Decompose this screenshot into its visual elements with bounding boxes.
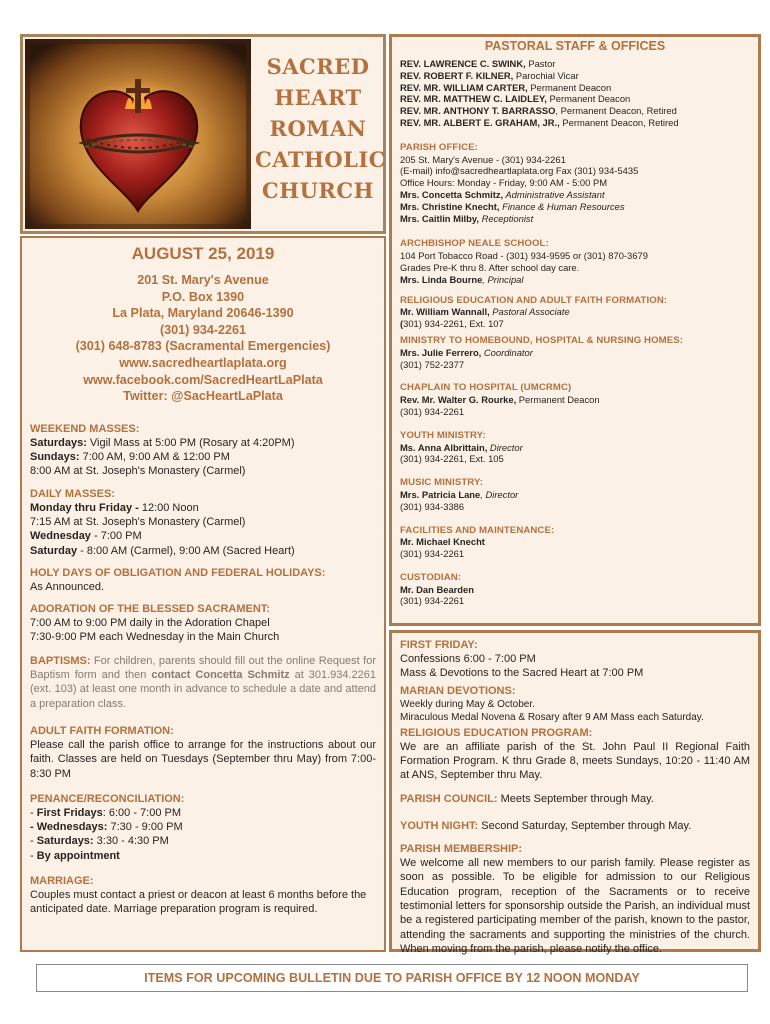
custodian-heading: CUSTODIAN: [400, 571, 462, 583]
parish-council-heading: PARISH COUNCIL: [400, 793, 498, 806]
music-phone: (301) 934-3386 [400, 500, 465, 512]
weekday-label: Monday thru Friday - [30, 501, 139, 514]
parish-council [400, 792, 750, 806]
penance-item: - Saturdays: 3:30 - 4:30 PM [30, 835, 169, 848]
po-box: P.O. Box 1390 [161, 289, 245, 304]
school-heading: ARCHBISHOP NEALE SCHOOL: [400, 238, 549, 250]
religious-ed-program-heading: RELIGIOUS EDUCATION PROGRAM: [400, 726, 593, 739]
religious-ed-program-text: We are an affiliate parish of the St. John Paul II Regional Faith Formation Program. K thru Grade 8, meets Sundays, 10:20 - 11:40 AM at ANS, September thru May. [400, 740, 750, 782]
address-line: 201 St. Mary's Avenue [137, 273, 269, 287]
weekend-masses-heading: WEEKEND MASSES: [30, 422, 140, 435]
clergy-item: REV. ROBERT F. KILNER, Parochial Vicar [400, 69, 579, 81]
adoration [30, 603, 376, 645]
sunday-times: 7:00 AM, 9:00 AM & 12:00 PM [79, 451, 230, 464]
office-staff: Mrs. Christine Knecht, Finance & Human Resources [400, 200, 625, 212]
adoration-main-church: 7:30-9:00 PM each Wednesday in the Main Church [30, 631, 280, 644]
emergency-phone[interactable]: (301) 648-8783 (Sacramental Emergencies) [75, 339, 331, 354]
clergy-item: REV. MR. ALBERT E. GRAHAM, JR., Permanent Deacon, Retired [400, 116, 679, 128]
church-name-line: HEART [274, 85, 362, 110]
facilities-phone: (301) 934-2261 [400, 548, 465, 560]
adult-faith-heading: ADULT FAITH FORMATION: [30, 724, 174, 737]
school [400, 238, 750, 285]
saturday-daily-times: - 8:00 AM (Carmel), 9:00 AM (Sacred Heart) [77, 544, 295, 557]
church-name [255, 51, 386, 206]
membership-text: We welcome all new members to our parish family. Please register as soon as possible. To be eligible for admission to our Religious Education program, reception of the Sacraments or to receive testimonial letters for sponsorship outside the Parish, an individual must be a registered participating member of the parish, known to the pastor, attending the sacraments and supporting the ministries of the church. When moving from the parish, please notify the office. [400, 857, 750, 955]
daily-masses-heading: DAILY MASSES: [30, 487, 115, 500]
music-person: Mrs. Patricia Lane, Director [400, 488, 519, 500]
church-header-panel [20, 34, 386, 234]
adult-faith-text: Please call the parish office to arrange for the instructions about our faith. Classes are held on Tuesdays (September thru May) from 7:00-8:30 PM [30, 738, 376, 780]
facebook-link[interactable]: www.facebook.com/SacredHeartLaPlata [83, 372, 323, 387]
baptisms-text: For children, parents should fill out the online Request for Baptism form and then [30, 654, 376, 682]
wednesday-label: Wednesday [30, 530, 91, 543]
school-principal: Mrs. Linda Bourne, Principal [400, 273, 524, 285]
youth-person: Ms. Anna Albrittain, Director [400, 441, 523, 453]
chaplain-phone: (301) 934-2261 [400, 405, 465, 417]
youth-night [400, 819, 750, 833]
mass-schedule-panel [20, 236, 386, 952]
staff-title: PASTORAL STAFF & OFFICES [484, 39, 666, 53]
marriage [30, 875, 376, 917]
baptisms-heading: BAPTISMS: [30, 654, 91, 667]
penance-item: - First Fridays: 6:00 - 7:00 PM [30, 806, 182, 819]
religious-ed-phone: (301) 934-2261, Ext. 107 [400, 318, 504, 330]
saturday-times: Vigil Mass at 5:00 PM (Rosary at 4:20PM) [86, 436, 295, 449]
contact-block [30, 272, 376, 405]
first-friday-heading: FIRST FRIDAY: [400, 639, 478, 651]
clergy-item: REV. LAWRENCE C. SWINK, Pastor [400, 58, 556, 69]
sacred-heart-image [25, 39, 251, 229]
weekend-masses [30, 423, 376, 479]
chaplain-person: Rev. Mr. Walter G. Rourke, Permanent Deacon [400, 394, 600, 406]
baptisms-contact: contact Concetta Schmitz [151, 669, 290, 682]
first-friday [400, 639, 750, 681]
saturday-label: Saturdays: [30, 436, 87, 449]
chaplain [400, 382, 750, 417]
daily-masses [30, 488, 376, 558]
facilities [400, 525, 750, 560]
parish-membership [400, 843, 750, 956]
religious-ed-staff [400, 295, 750, 330]
office-staff: Mrs. Caitlin Milby, Receptionist [400, 212, 534, 224]
holy-days-text: As Announced. [30, 580, 105, 593]
adoration-heading: ADORATION OF THE BLESSED SACRAMENT: [30, 603, 270, 616]
phone: (301) 934-2261 [159, 322, 247, 337]
office-staff: Mrs. Concetta Schmitz, Administrative Assistant [400, 188, 605, 200]
school-grades: Grades Pre-K thru 8. After school day care. [400, 261, 580, 273]
marriage-heading: MARRIAGE: [30, 874, 94, 887]
baptisms [30, 654, 376, 711]
penance-heading: PENANCE/RECONCILIATION: [30, 792, 185, 805]
penance-item: - By appointment [30, 849, 120, 862]
bulletin-deadline-banner [36, 964, 748, 992]
school-address: 104 Port Tobacco Road - (301) 934-9595 or (301) 870-3679 [400, 250, 648, 262]
penance [30, 793, 376, 863]
homebound-heading: MINISTRY TO HOMEBOUND, HOSPITAL & NURSING HOMES: [400, 334, 684, 346]
parish-office-hours: Office Hours: Monday - Friday, 9:00 AM - 5:00 PM [400, 177, 608, 189]
saturday-daily-label: Saturday [30, 544, 78, 557]
parish-office-email[interactable]: (E-mail) info@sacredheartlaplata.org Fax (301) 934-5435 [400, 165, 639, 177]
church-name-line: ROMAN [269, 116, 367, 141]
youth-night-heading: YOUTH NIGHT: [400, 819, 479, 832]
parish-office [400, 142, 750, 225]
website-link[interactable]: www.sacredheartlaplata.org [119, 355, 287, 370]
religious-ed-program [400, 727, 750, 783]
chaplain-heading: CHAPLAIN TO HOSPITAL (UMCRMC) [400, 382, 572, 394]
clergy-item: REV. MR. MATTHEW C. LAIDLEY, Permanent Deacon [400, 93, 631, 105]
carmel-mass: 8:00 AM at St. Joseph's Monastery (Carmel) [30, 465, 246, 478]
parish-office-address: 205 St. Mary's Avenue - (301) 934-2261 [400, 153, 566, 165]
penance-item: - Wednesdays: 7:30 - 9:00 PM [30, 821, 183, 834]
youth-ministry [400, 430, 750, 465]
bulletin-date: AUGUST 25, 2019 [131, 244, 275, 263]
twitter-link[interactable]: Twitter: @SacHeartLaPlata [123, 389, 283, 404]
holy-days-heading: HOLY DAYS OF OBLIGATION AND FEDERAL HOLIDAYS: [30, 566, 326, 579]
youth-night-text: Second Saturday, September through May. [478, 819, 692, 832]
adoration-chapel: 7:00 AM to 9:00 PM daily in the Adoration Chapel [30, 617, 270, 630]
first-friday-mass: Mass & Devotions to the Sacred Heart at 7:00 PM [400, 667, 644, 680]
membership-heading: PARISH MEMBERSHIP: [400, 843, 523, 856]
baptisms-text-2: at 301.934.2261 (ext. 103) at least one month in advance to schedule a date and attend a preparation class. [30, 669, 377, 710]
religious-ed-heading: RELIGIOUS EDUCATION AND ADULT FAITH FORMATION: [400, 294, 668, 306]
homebound-phone: (301) 752-2377 [400, 358, 465, 370]
youth-phone: (301) 934-2261, Ext. 105 [400, 453, 504, 465]
marian-devotions [400, 685, 750, 724]
clergy-item: REV. MR. WILLIAM CARTER, Permanent Deacon [400, 81, 612, 93]
events-panel [389, 630, 761, 955]
church-name-line: SACRED [266, 54, 370, 79]
church-name-line: CHURCH [262, 178, 374, 203]
adult-faith [30, 725, 376, 781]
custodian [400, 572, 750, 607]
marian-weekly: Weekly during May & October. [400, 698, 535, 710]
sacred-heart-icon [25, 39, 251, 229]
parish-office-heading: PARISH OFFICE: [400, 141, 478, 153]
carmel-daily: 7:15 AM at St. Joseph's Monastery (Carmel) [30, 515, 246, 528]
facilities-heading: FACILITIES AND MAINTENANCE: [400, 524, 555, 536]
church-name-line: CATHOLIC [255, 147, 386, 172]
facilities-person: Mr. Michael Knecht [400, 536, 485, 548]
homebound-ministry [400, 335, 750, 370]
music-heading: MUSIC MINISTRY: [400, 477, 484, 489]
homebound-person: Mrs. Julie Ferrero, Coordinator [400, 346, 533, 358]
clergy-list [400, 58, 750, 129]
custodian-person: Mr. Dan Bearden [400, 583, 474, 595]
city-line: La Plata, Maryland 20646-1390 [112, 306, 294, 321]
wednesday-times: - 7:00 PM [90, 530, 142, 543]
youth-heading: YOUTH MINISTRY: [400, 429, 486, 441]
parish-council-text: Meets September through May. [497, 793, 654, 806]
clergy-item: REV. MR. ANTHONY T. BARRASSO, Permanent Deacon, Retired [400, 105, 677, 117]
holy-days [30, 567, 376, 594]
weekday-times: 12:00 Noon [138, 501, 199, 514]
marriage-text: Couples must contact a priest or deacon at least 6 months before the anticipated date. Marriage preparation program is required. [30, 888, 367, 916]
bulletin-deadline-text: ITEMS FOR UPCOMING BULLETIN DUE TO PARISH OFFICE BY 12 NOON MONDAY [144, 971, 640, 985]
marian-novena: Miraculous Medal Novena & Rosary after 9 AM Mass each Saturday. [400, 711, 704, 723]
religious-ed-person: Mr. William Wannall, Pastoral Associate [400, 306, 570, 318]
marian-heading: MARIAN DEVOTIONS: [400, 684, 516, 697]
staff-panel [389, 34, 761, 626]
sunday-label: Sundays: [30, 451, 80, 464]
first-friday-confessions: Confessions 6:00 - 7:00 PM [400, 653, 536, 665]
custodian-phone: (301) 934-2261 [400, 595, 465, 607]
music-ministry [400, 477, 750, 512]
